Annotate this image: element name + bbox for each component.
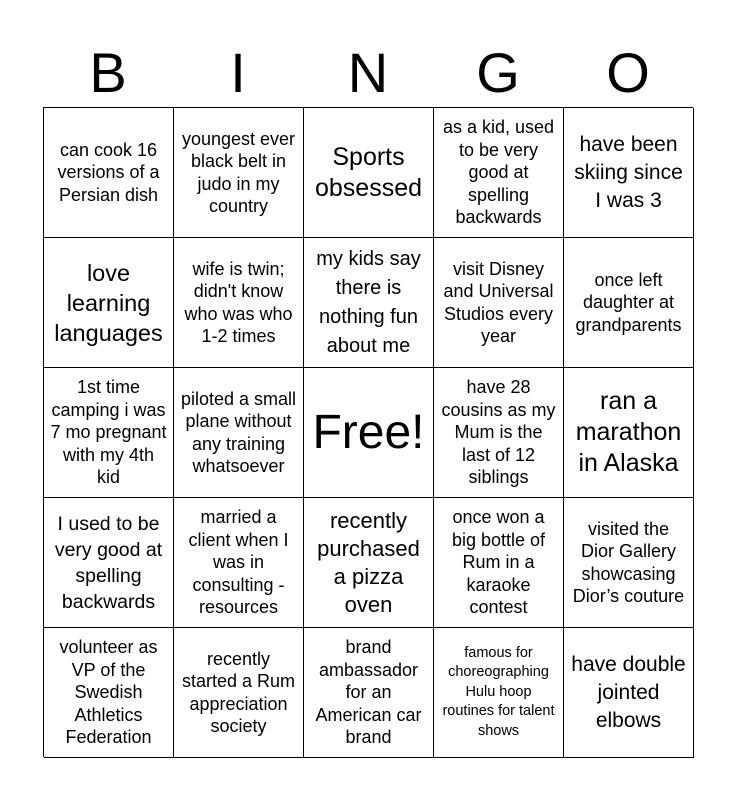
bingo-cell[interactable] — [44, 498, 174, 628]
free-text: Free! — [312, 405, 425, 459]
cell-text: wife is twin; didn't know who was who 1-2 times — [184, 258, 293, 346]
bingo-cell[interactable] — [44, 108, 174, 238]
cell-text: have 28 cousins as my Mum is the last of 12 siblings — [441, 377, 556, 488]
cell-text: ran a marathon in Alaska — [575, 387, 682, 477]
bingo-cell[interactable] — [174, 628, 304, 758]
bingo-cell[interactable] — [564, 628, 694, 758]
cell-text: recently purchased a pizza oven — [317, 507, 420, 617]
cell-text: recently started a Rum appreciation society — [181, 648, 296, 736]
cell-text: volunteer as VP of the Swedish Athletics Federation — [59, 637, 158, 748]
cell-text: as a kid, used to be very good at spelling backwards — [442, 117, 555, 228]
bingo-cell[interactable] — [434, 368, 564, 498]
bingo-cell[interactable] — [564, 368, 694, 498]
cell-text: famous for choreographing Hulu hoop routines for talent shows — [442, 644, 555, 739]
header-letter-g: G — [476, 41, 520, 104]
cell-text: visited the Dior Gallery showcasing Dior’s couture — [572, 518, 685, 606]
bingo-cell[interactable] — [304, 238, 434, 368]
bingo-cell[interactable] — [304, 498, 434, 628]
cell-text: my kids say there is nothing fun about me — [316, 247, 421, 357]
bingo-cell[interactable] — [174, 498, 304, 628]
cell-text: youngest ever black belt in judo in my country — [181, 128, 296, 216]
header-letter-n: N — [347, 41, 389, 104]
bingo-cell[interactable] — [44, 238, 174, 368]
bingo-cell[interactable] — [564, 108, 694, 238]
cell-text: 1st time camping i was 7 mo pregnant with my 4th kid — [50, 377, 167, 488]
bingo-cell[interactable] — [44, 628, 174, 758]
cell-text: Sports obsessed — [314, 142, 423, 202]
cell-text: married a client when I was in consulting - resources — [188, 507, 289, 618]
bingo-cell[interactable] — [564, 238, 694, 368]
bingo-cell[interactable] — [174, 238, 304, 368]
bingo-cell[interactable] — [174, 368, 304, 498]
bingo-cell[interactable] — [434, 108, 564, 238]
cell-text: visit Disney and Universal Studios every year — [443, 258, 554, 346]
cell-text: piloted a small plane without any training whatsoever — [180, 388, 297, 476]
bingo-grid — [43, 107, 693, 757]
cell-text: love learning languages — [54, 259, 163, 346]
cell-text: brand ambassador for an American car brand — [315, 637, 422, 748]
bingo-cell[interactable] — [434, 628, 564, 758]
bingo-cell[interactable] — [174, 108, 304, 238]
header-letter-i: I — [230, 41, 246, 104]
header-letter-b: B — [89, 41, 127, 104]
bingo-cell[interactable] — [434, 238, 564, 368]
cell-text: have been skiing since I was 3 — [574, 132, 683, 212]
bingo-cell[interactable] — [44, 368, 174, 498]
free-cell[interactable] — [304, 368, 434, 498]
cell-text: once left daughter at grandparents — [575, 269, 682, 335]
header-letter-o: O — [606, 41, 650, 104]
bingo-cell[interactable] — [304, 108, 434, 238]
bingo-header — [43, 42, 693, 104]
cell-text: I used to be very good at spelling backwards — [54, 512, 163, 613]
cell-text: can cook 16 versions of a Persian dish — [57, 139, 160, 205]
cell-text: have double jointed elbows — [571, 652, 686, 732]
cell-text: once won a big bottle of Rum in a karaoke contest — [451, 507, 546, 618]
bingo-cell[interactable] — [564, 498, 694, 628]
bingo-cell[interactable] — [304, 628, 434, 758]
bingo-cell[interactable] — [434, 498, 564, 628]
